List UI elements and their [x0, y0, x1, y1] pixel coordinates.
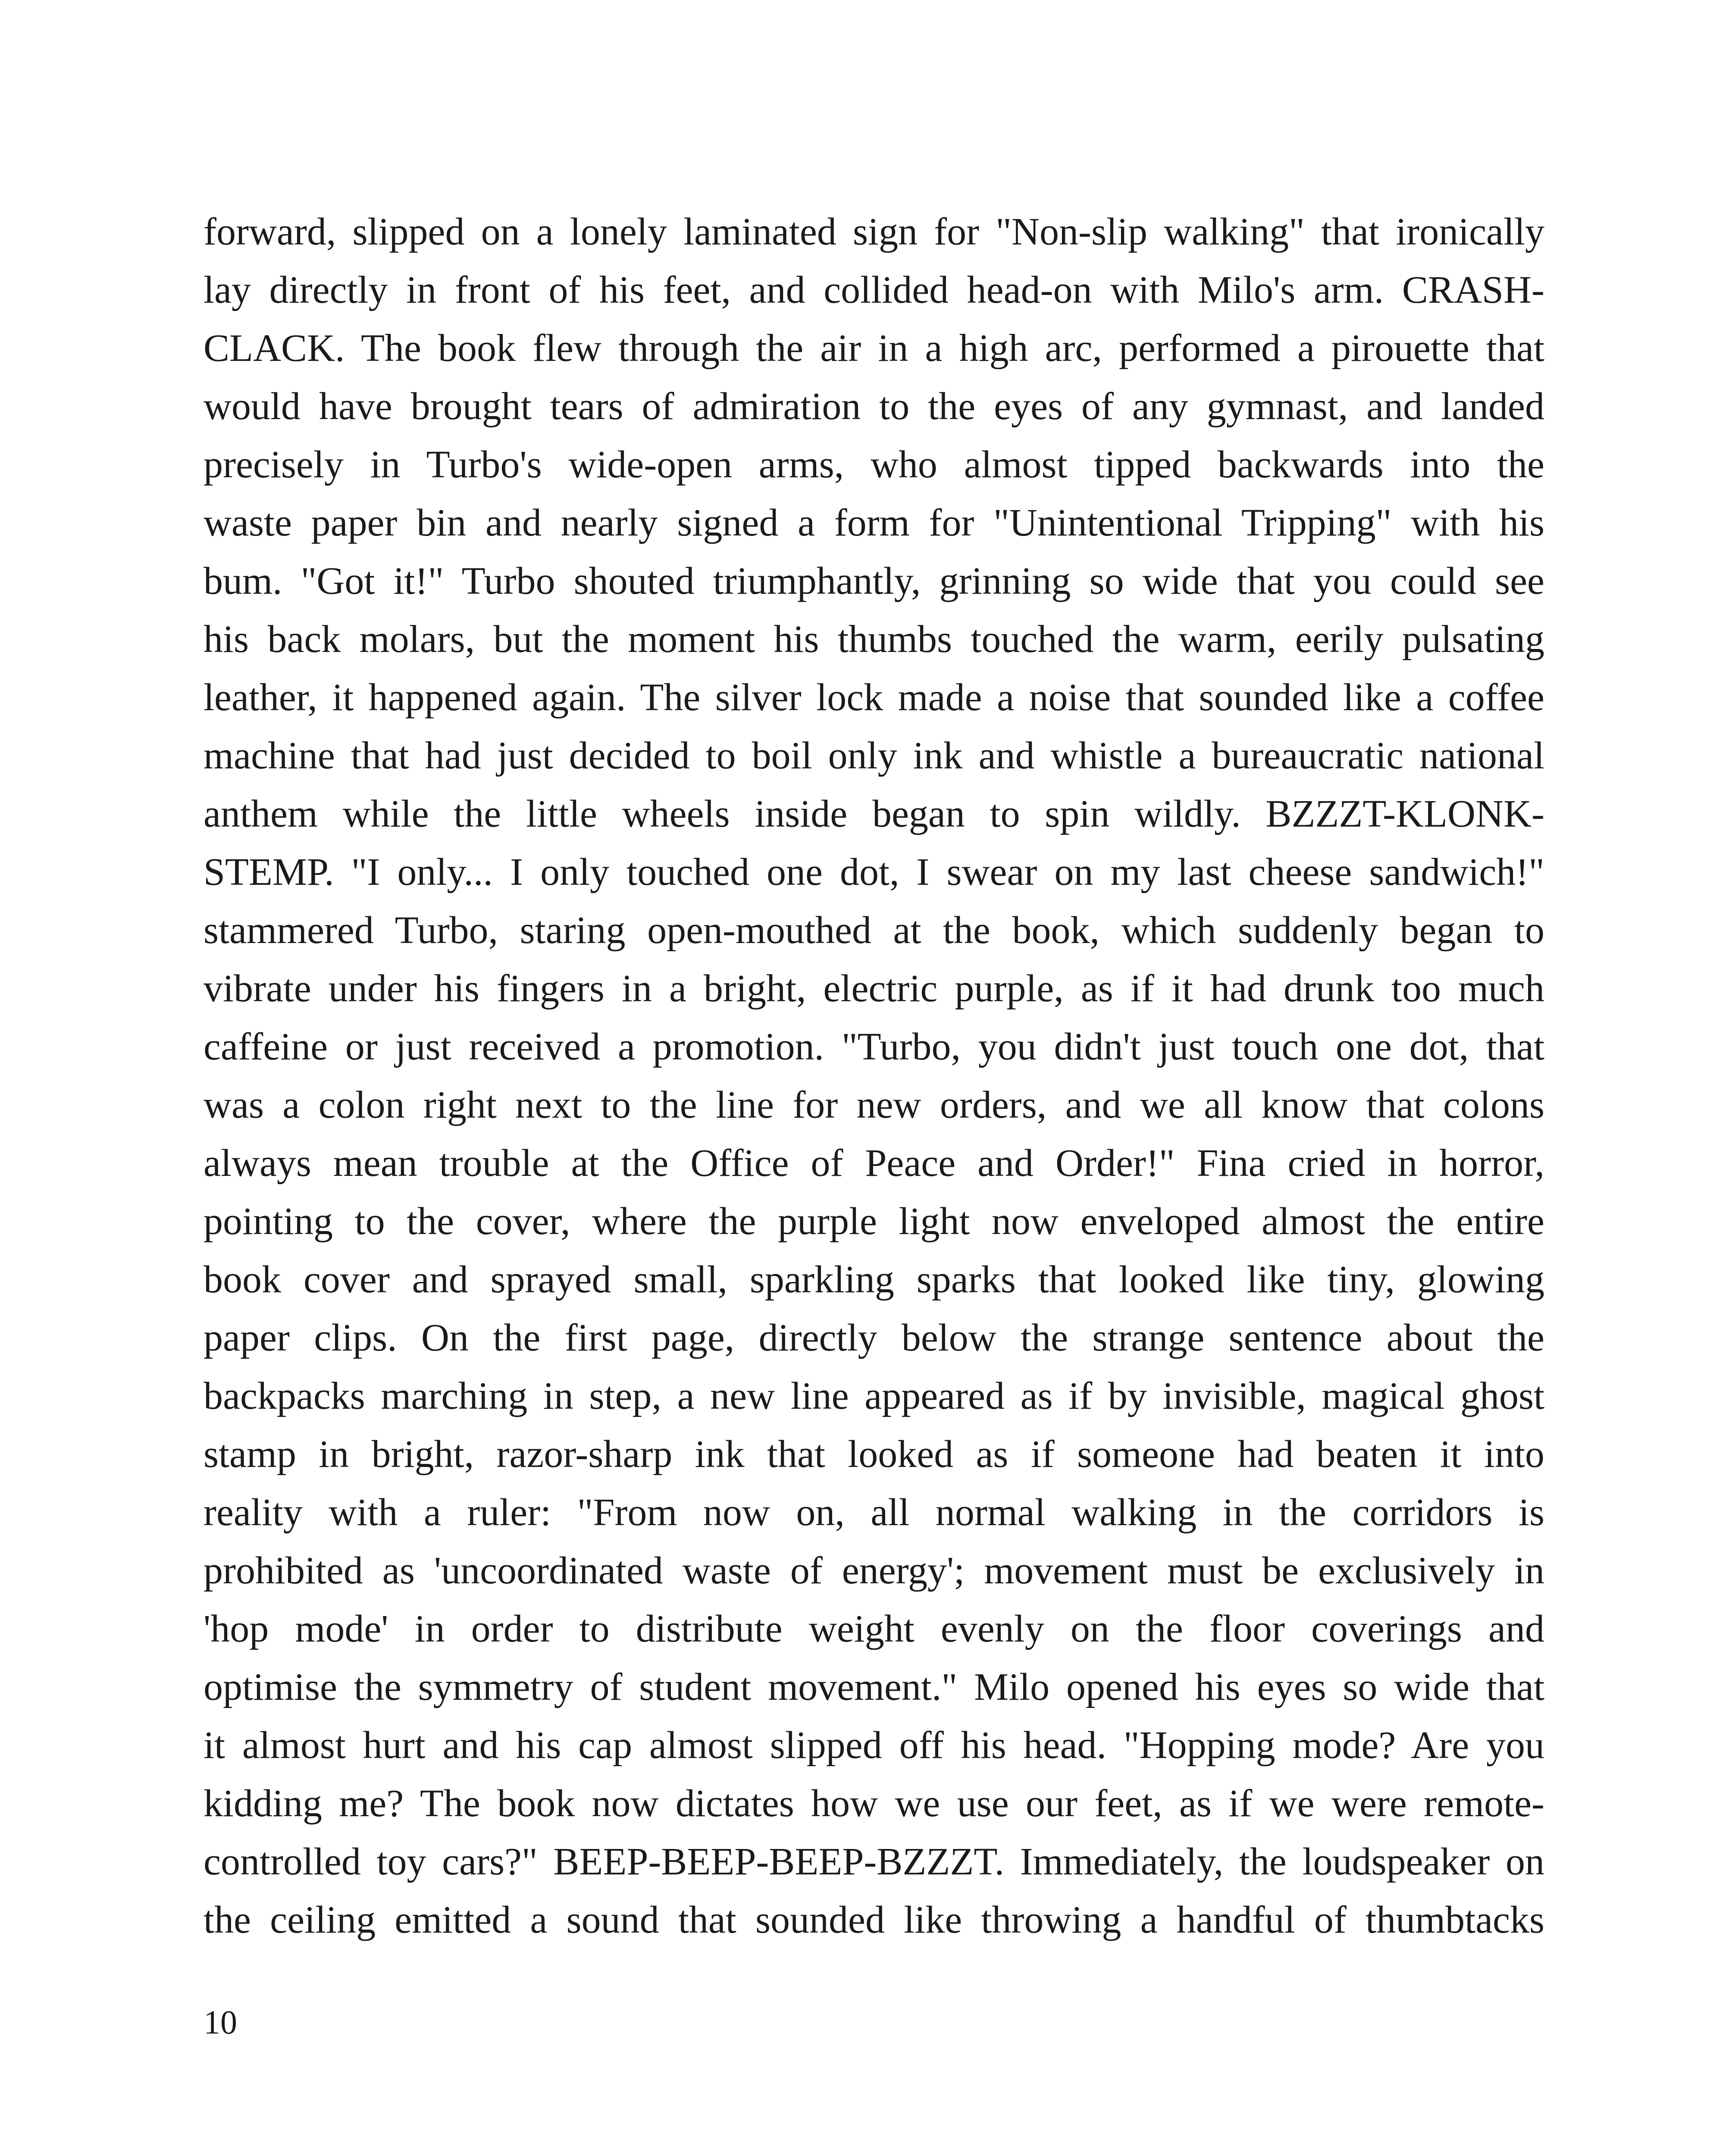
text-line: CLACK. The book flew through the air in a high arc, performed a pirouette that: [204, 327, 1544, 370]
text-line: book cover and sprayed small, sparkling sparks that looked like tiny, glowing: [204, 1258, 1544, 1301]
text-line: optimise the symmetry of student movement." Milo opened his eyes so wide that: [204, 1666, 1544, 1708]
text-line: precisely in Turbo's wide-open arms, who almost tipped backwards into the: [204, 443, 1544, 486]
text-line: his back molars, but the moment his thumbs touched the warm, eerily pulsating: [204, 618, 1544, 661]
text-line: STEMP. "I only... I only touched one dot, I swear on my last cheese sandwich!": [204, 851, 1544, 893]
text-line: was a colon right next to the line for new orders, and we all know that colons: [204, 1084, 1544, 1126]
text-line: reality with a ruler: "From now on, all normal walking in the corridors is: [204, 1491, 1544, 1534]
text-line: leather, it happened again. The silver lock made a noise that sounded like a coffee: [204, 676, 1544, 719]
text-line: stamp in bright, razor-sharp ink that looked as if someone had beaten it into: [204, 1433, 1544, 1476]
text-line: bum. "Got it!" Turbo shouted triumphantly, grinning so wide that you could see: [204, 560, 1544, 602]
text-line: controlled toy cars?" BEEP-BEEP-BEEP-BZZZT. Immediately, the loudspeaker on: [204, 1840, 1544, 1883]
text-line: machine that had just decided to boil only ink and whistle a bureaucratic national: [204, 734, 1544, 777]
text-line: the ceiling emitted a sound that sounded like throwing a handful of thumbtacks: [204, 1899, 1544, 1941]
text-line: kidding me? The book now dictates how we use our feet, as if we were remote-: [204, 1782, 1544, 1825]
text-line: forward, slipped on a lonely laminated sign for "Non-slip walking" that ironically: [204, 210, 1544, 253]
text-line: paper clips. On the first page, directly below the strange sentence about the: [204, 1316, 1544, 1359]
text-line: waste paper bin and nearly signed a form for "Unintentional Tripping" with his: [204, 501, 1544, 544]
text-line: stammered Turbo, staring open-mouthed at the book, which suddenly began to: [204, 909, 1544, 952]
text-line: would have brought tears of admiration to the eyes of any gymnast, and landed: [204, 385, 1544, 428]
text-line: prohibited as 'uncoordinated waste of energy'; movement must be exclusively in: [204, 1549, 1544, 1592]
text-line: anthem while the little wheels inside began to spin wildly. BZZZT-KLONK-: [204, 793, 1544, 835]
body-text: [204, 203, 1544, 1949]
text-line: vibrate under his fingers in a bright, electric purple, as if it had drunk too much: [204, 967, 1544, 1010]
text-line: caffeine or just received a promotion. "Turbo, you didn't just touch one dot, that: [204, 1025, 1544, 1068]
text-line: always mean trouble at the Office of Peace and Order!" Fina cried in horror,: [204, 1142, 1544, 1185]
page-number: 10: [204, 2003, 237, 2041]
text-line: backpacks marching in step, a new line appeared as if by invisible, magical ghost: [204, 1375, 1544, 1417]
text-line: lay directly in front of his feet, and collided head-on with Milo's arm. CRASH-: [204, 269, 1544, 311]
text-line: 'hop mode' in order to distribute weight evenly on the floor coverings and: [204, 1608, 1544, 1650]
text-line: it almost hurt and his cap almost slipped off his head. "Hopping mode? Are you: [204, 1724, 1544, 1767]
text-line: pointing to the cover, where the purple light now enveloped almost the entire: [204, 1200, 1544, 1243]
